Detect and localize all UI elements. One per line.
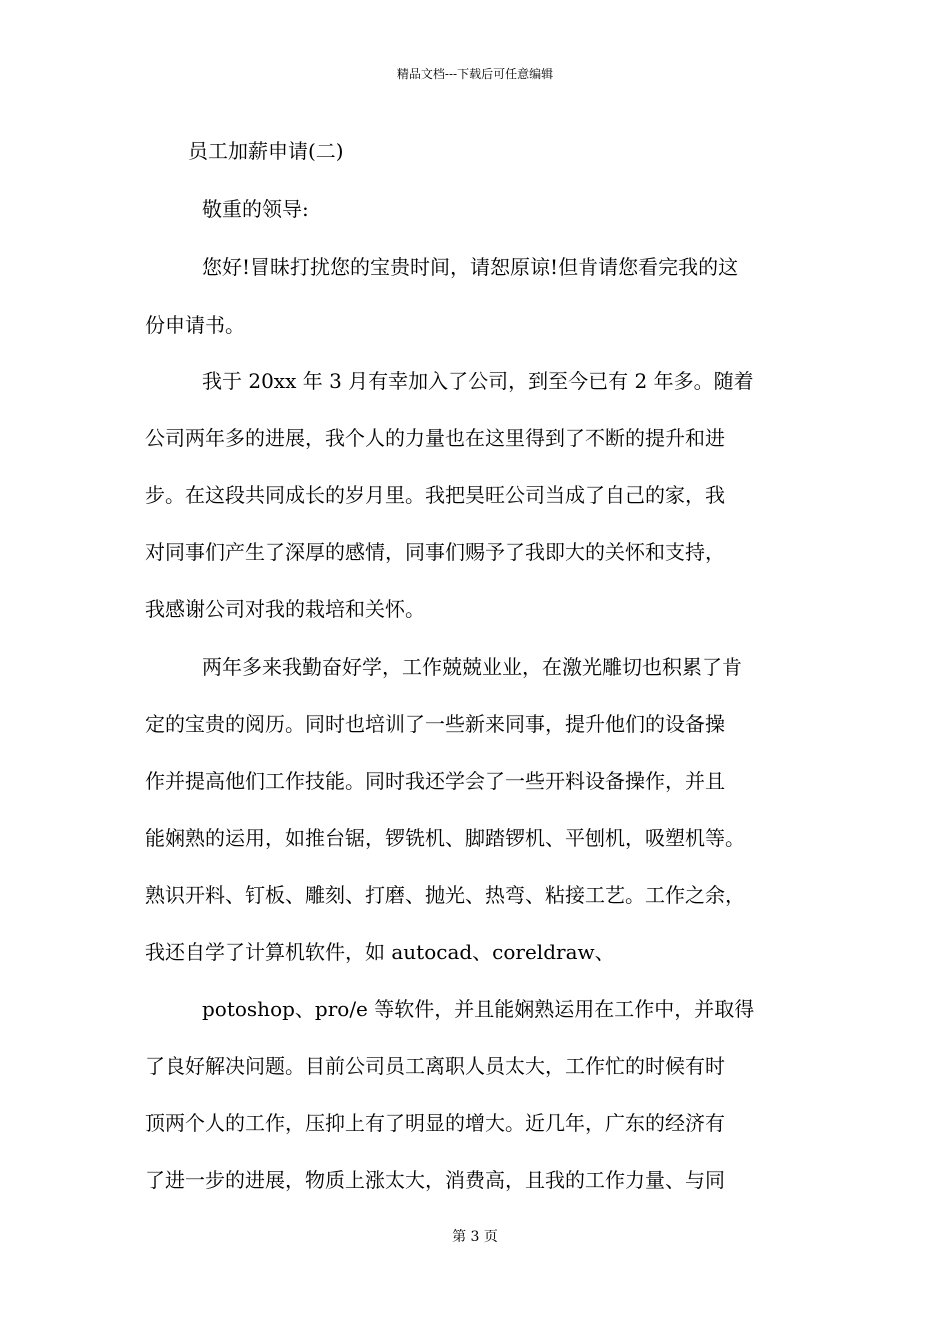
- paragraph-line: 对同事们产生了深厚的感情，同事们赐予了我即大的关怀和支持，: [145, 540, 725, 564]
- page-number: 第 3 页: [452, 1229, 498, 1245]
- paragraph-line: 顶两个人的工作，压抑上有了明显的增大。近几年，广东的经济有: [145, 1111, 725, 1135]
- paragraph-line: 我感谢公司对我的栽培和关怀。: [145, 597, 425, 621]
- paragraph-line: 份申请书。: [145, 313, 245, 337]
- paragraph-line: 了进一步的进展，物质上涨太大，消费高，且我的工作力量、与同: [145, 1168, 725, 1192]
- paragraph-line: potoshop、pro/e 等软件，并且能娴熟运用在工作中，并取得: [202, 997, 755, 1021]
- page-header: 精品文档---下载后可任意编辑: [396, 67, 554, 81]
- paragraph-line: 我于 20xx 年 3 月有幸加入了公司，到至今已有 2 年多。随着: [202, 369, 754, 393]
- paragraph-line: 作并提高他们工作技能。同时我还学会了一些开料设备操作，并且: [145, 769, 725, 793]
- paragraph-line: 两年多来我勤奋好学，工作兢兢业业，在激光雕切也积累了肯: [202, 655, 742, 679]
- paragraph-line: 定的宝贵的阅历。同时也培训了一些新来同事，提升他们的设备操: [145, 712, 725, 736]
- paragraph-line: 公司两年多的进展，我个人的力量也在这里得到了不断的提升和进: [145, 426, 725, 450]
- salutation-line: 敬重的领导:: [202, 197, 309, 221]
- paragraph-line: 熟识开料、钉板、雕刻、打磨、抛光、热弯、粘接工艺。工作之余，: [145, 883, 745, 907]
- paragraph-line: 步。在这段共同成长的岁月里。我把昊旺公司当成了自己的家，我: [145, 483, 725, 507]
- document-title: 员工加薪申请(二): [188, 139, 344, 163]
- paragraph-line: 您好!冒昧打扰您的宝贵时间，请恕原谅!但肯请您看完我的这: [202, 255, 739, 279]
- paragraph-line: 我还自学了计算机软件，如 autocad、coreldraw、: [145, 940, 615, 964]
- paragraph-line: 能娴熟的运用，如推台锯，锣铣机、脚踏锣机、平刨机，吸塑机等。: [145, 826, 745, 850]
- paragraph-line: 了良好解决问题。目前公司员工离职人员太大，工作忙的时候有时: [145, 1054, 725, 1078]
